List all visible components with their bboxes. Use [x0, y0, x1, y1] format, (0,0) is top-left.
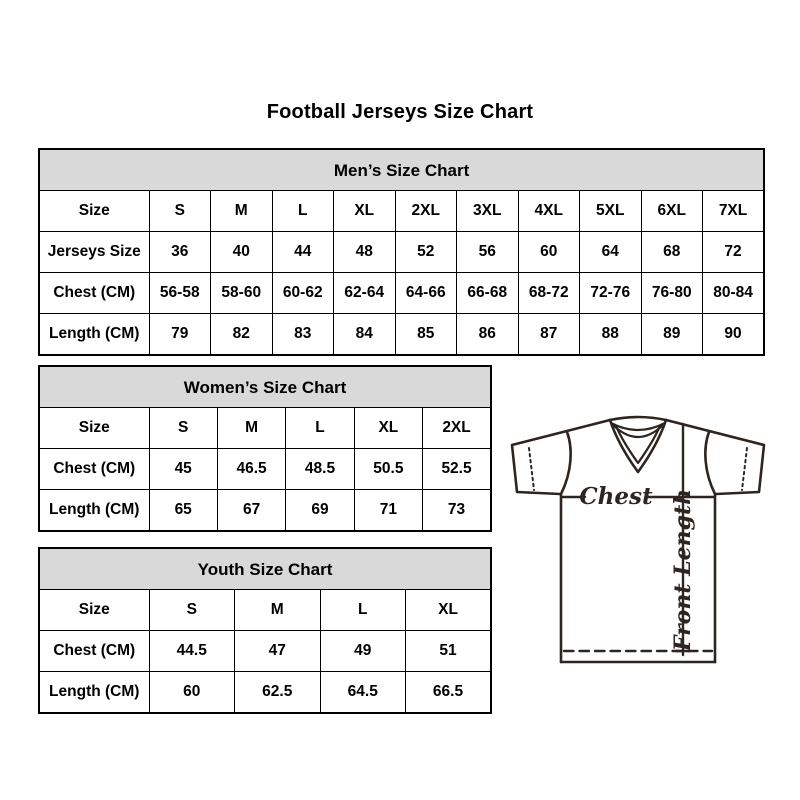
table-cell: 82	[211, 314, 273, 356]
row-label: Length (CM)	[39, 314, 149, 356]
table-cell: S	[149, 408, 217, 449]
table-cell: 68-72	[518, 273, 580, 314]
table-cell: 56	[457, 232, 519, 273]
table-cell: 64	[580, 232, 642, 273]
youth-size-table	[38, 547, 492, 714]
table-cell: S	[149, 191, 211, 232]
row-label: Length (CM)	[39, 672, 149, 714]
table-cell: 62.5	[235, 672, 321, 714]
table-row	[39, 490, 491, 532]
table-title-row	[39, 366, 491, 408]
table-row	[39, 314, 764, 356]
jersey-measurement-diagram	[497, 404, 779, 672]
womens-size-table	[38, 365, 492, 532]
table-cell: 90	[703, 314, 765, 356]
table-cell: 49	[320, 631, 406, 672]
cuff-stitch-line	[529, 448, 534, 490]
table-cell: 45	[149, 449, 217, 490]
table-cell: 48	[334, 232, 396, 273]
row-label: Chest (CM)	[39, 273, 149, 314]
table-row	[39, 449, 491, 490]
row-label: Jerseys Size	[39, 232, 149, 273]
table-row	[39, 273, 764, 314]
v-neck-collar	[610, 417, 666, 472]
table-cell: 86	[457, 314, 519, 356]
table-cell: 50.5	[354, 449, 422, 490]
table-row	[39, 232, 764, 273]
chest-measure-label: Chest	[579, 483, 653, 510]
table-cell: 2XL	[395, 191, 457, 232]
table-cell: 64-66	[395, 273, 457, 314]
table-cell: 44.5	[149, 631, 235, 672]
table-cell: 3XL	[457, 191, 519, 232]
row-label: Chest (CM)	[39, 449, 149, 490]
table-cell: 5XL	[580, 191, 642, 232]
table-cell: 85	[395, 314, 457, 356]
table-row	[39, 408, 491, 449]
table-cell: 56-58	[149, 273, 211, 314]
table-row	[39, 590, 491, 631]
table-cell: 72	[703, 232, 765, 273]
table-cell: 89	[641, 314, 703, 356]
table-cell: 52.5	[423, 449, 491, 490]
table-cell: 66-68	[457, 273, 519, 314]
front-length-measure-label: Front Length	[670, 488, 696, 652]
table-title-row	[39, 149, 764, 191]
jersey-outline	[512, 417, 764, 662]
table-cell: 64.5	[320, 672, 406, 714]
table-row	[39, 191, 764, 232]
page-title: Football Jerseys Size Chart	[266, 101, 534, 123]
table-cell: 7XL	[703, 191, 765, 232]
table-cell: 67	[217, 490, 285, 532]
row-label: Length (CM)	[39, 490, 149, 532]
table-row	[39, 672, 491, 714]
table-cell: 44	[272, 232, 334, 273]
table-cell: 66.5	[406, 672, 492, 714]
row-label: Size	[39, 590, 149, 631]
row-label: Size	[39, 191, 149, 232]
table-cell: 52	[395, 232, 457, 273]
table-cell: 83	[272, 314, 334, 356]
table-cell: XL	[406, 590, 492, 631]
table-title-row	[39, 548, 491, 590]
row-label: Size	[39, 408, 149, 449]
table-cell: 60	[149, 672, 235, 714]
table-cell: M	[235, 590, 321, 631]
table-cell: 40	[211, 232, 273, 273]
table-cell: 62-64	[334, 273, 396, 314]
womens-table-title: Women’s Size Chart	[39, 366, 491, 408]
table-cell: L	[320, 590, 406, 631]
table-cell: 72-76	[580, 273, 642, 314]
table-cell: 48.5	[286, 449, 354, 490]
table-cell: XL	[334, 191, 396, 232]
table-cell: 58-60	[211, 273, 273, 314]
table-cell: 71	[354, 490, 422, 532]
table-cell: 60	[518, 232, 580, 273]
row-label: Chest (CM)	[39, 631, 149, 672]
table-cell: XL	[354, 408, 422, 449]
table-cell: L	[272, 191, 334, 232]
table-cell: 80-84	[703, 273, 765, 314]
table-cell: 69	[286, 490, 354, 532]
table-cell: 84	[334, 314, 396, 356]
table-cell: 68	[641, 232, 703, 273]
table-cell: 2XL	[423, 408, 491, 449]
table-cell: 88	[580, 314, 642, 356]
mens-size-table	[38, 148, 765, 356]
table-cell: 65	[149, 490, 217, 532]
table-cell: 51	[406, 631, 492, 672]
table-row	[39, 631, 491, 672]
table-cell: 76-80	[641, 273, 703, 314]
table-cell: M	[217, 408, 285, 449]
table-cell: 36	[149, 232, 211, 273]
table-cell: 47	[235, 631, 321, 672]
table-cell: L	[286, 408, 354, 449]
table-cell: 4XL	[518, 191, 580, 232]
table-cell: S	[149, 590, 235, 631]
youth-table-title: Youth Size Chart	[39, 548, 491, 590]
table-cell: M	[211, 191, 273, 232]
table-cell: 79	[149, 314, 211, 356]
table-cell: 46.5	[217, 449, 285, 490]
table-cell: 87	[518, 314, 580, 356]
table-cell: 6XL	[641, 191, 703, 232]
mens-table-title: Men’s Size Chart	[39, 149, 764, 191]
table-cell: 60-62	[272, 273, 334, 314]
table-cell: 73	[423, 490, 491, 532]
